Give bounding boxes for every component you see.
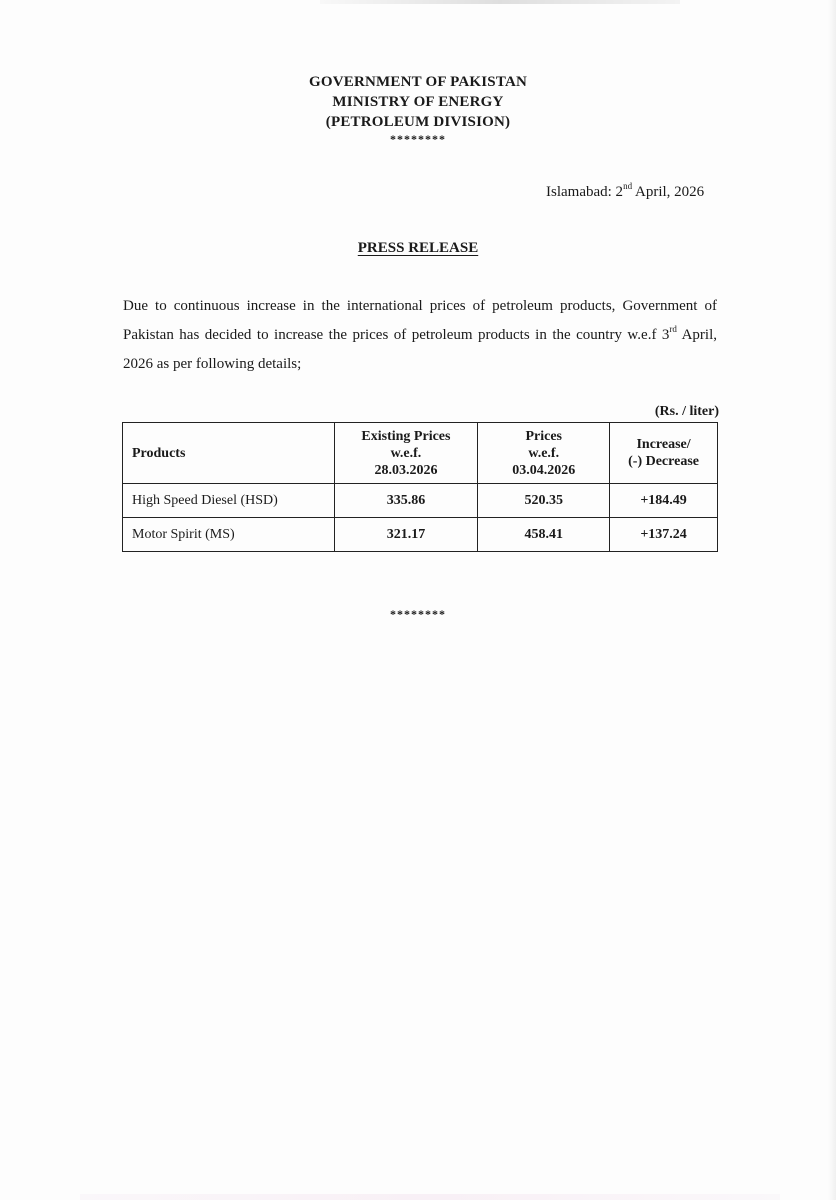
header-new-line1: Prices — [525, 428, 562, 444]
table-header-row — [123, 423, 718, 484]
header-existing-line3: 28.03.2026 — [374, 462, 438, 478]
body-paragraph — [123, 292, 717, 379]
scan-artifact-right — [828, 0, 836, 1200]
price-table — [122, 422, 718, 552]
letterhead-ministry: MINISTRY OF ENERGY — [332, 94, 504, 110]
existing-price: 335.86 — [334, 484, 478, 518]
header-new-prices — [478, 423, 610, 484]
header-change — [610, 423, 718, 484]
new-price: 458.41 — [478, 518, 610, 552]
letterhead-division: (PETROLEUM DIVISION) — [325, 114, 511, 130]
product-name: Motor Spirit (MS) — [123, 518, 335, 552]
header-existing-prices — [334, 423, 478, 484]
body-text-main: Due to continuous increase in the international prices of petroleum products, Government of Pakistan has decided to increase the prices of petroleum products in the country w.e.f 3 — [123, 298, 717, 343]
header-change-line2: (-) Decrease — [628, 454, 699, 469]
dateline-day-suffix: nd — [623, 181, 633, 191]
scan-artifact-top — [320, 0, 680, 4]
dateline — [546, 182, 704, 202]
body-text-end: April, 2026 as per following details; — [123, 327, 717, 372]
dateline-rest: April, 2026 — [632, 184, 705, 200]
page-title: PRESS RELEASE — [357, 240, 479, 256]
price-change: +137.24 — [610, 518, 718, 552]
header-new-line3: 03.04.2026 — [512, 462, 576, 478]
header-change-line1: Increase/ — [636, 437, 691, 452]
unit-label: (Rs. / liter) — [654, 404, 719, 419]
table-row — [123, 518, 718, 552]
header-products: Products — [123, 423, 335, 484]
footer-separator: ******** — [390, 607, 446, 621]
header-existing-line2: w.e.f. — [390, 445, 422, 461]
price-change: +184.49 — [610, 484, 718, 518]
header-existing-line1: Existing Prices — [361, 428, 451, 444]
new-price: 520.35 — [478, 484, 610, 518]
body-date-suffix: rd — [669, 324, 677, 334]
scan-artifact-bottom — [80, 1194, 780, 1200]
product-name: High Speed Diesel (HSD) — [123, 484, 335, 518]
dateline-place: Islamabad: 2 — [546, 184, 624, 200]
letterhead-separator: ******** — [390, 132, 446, 146]
table-row — [123, 484, 718, 518]
letterhead-government: GOVERNMENT OF PAKISTAN — [308, 74, 528, 90]
letterhead — [0, 72, 836, 146]
existing-price: 321.17 — [334, 518, 478, 552]
header-new-line2: w.e.f. — [528, 445, 560, 461]
